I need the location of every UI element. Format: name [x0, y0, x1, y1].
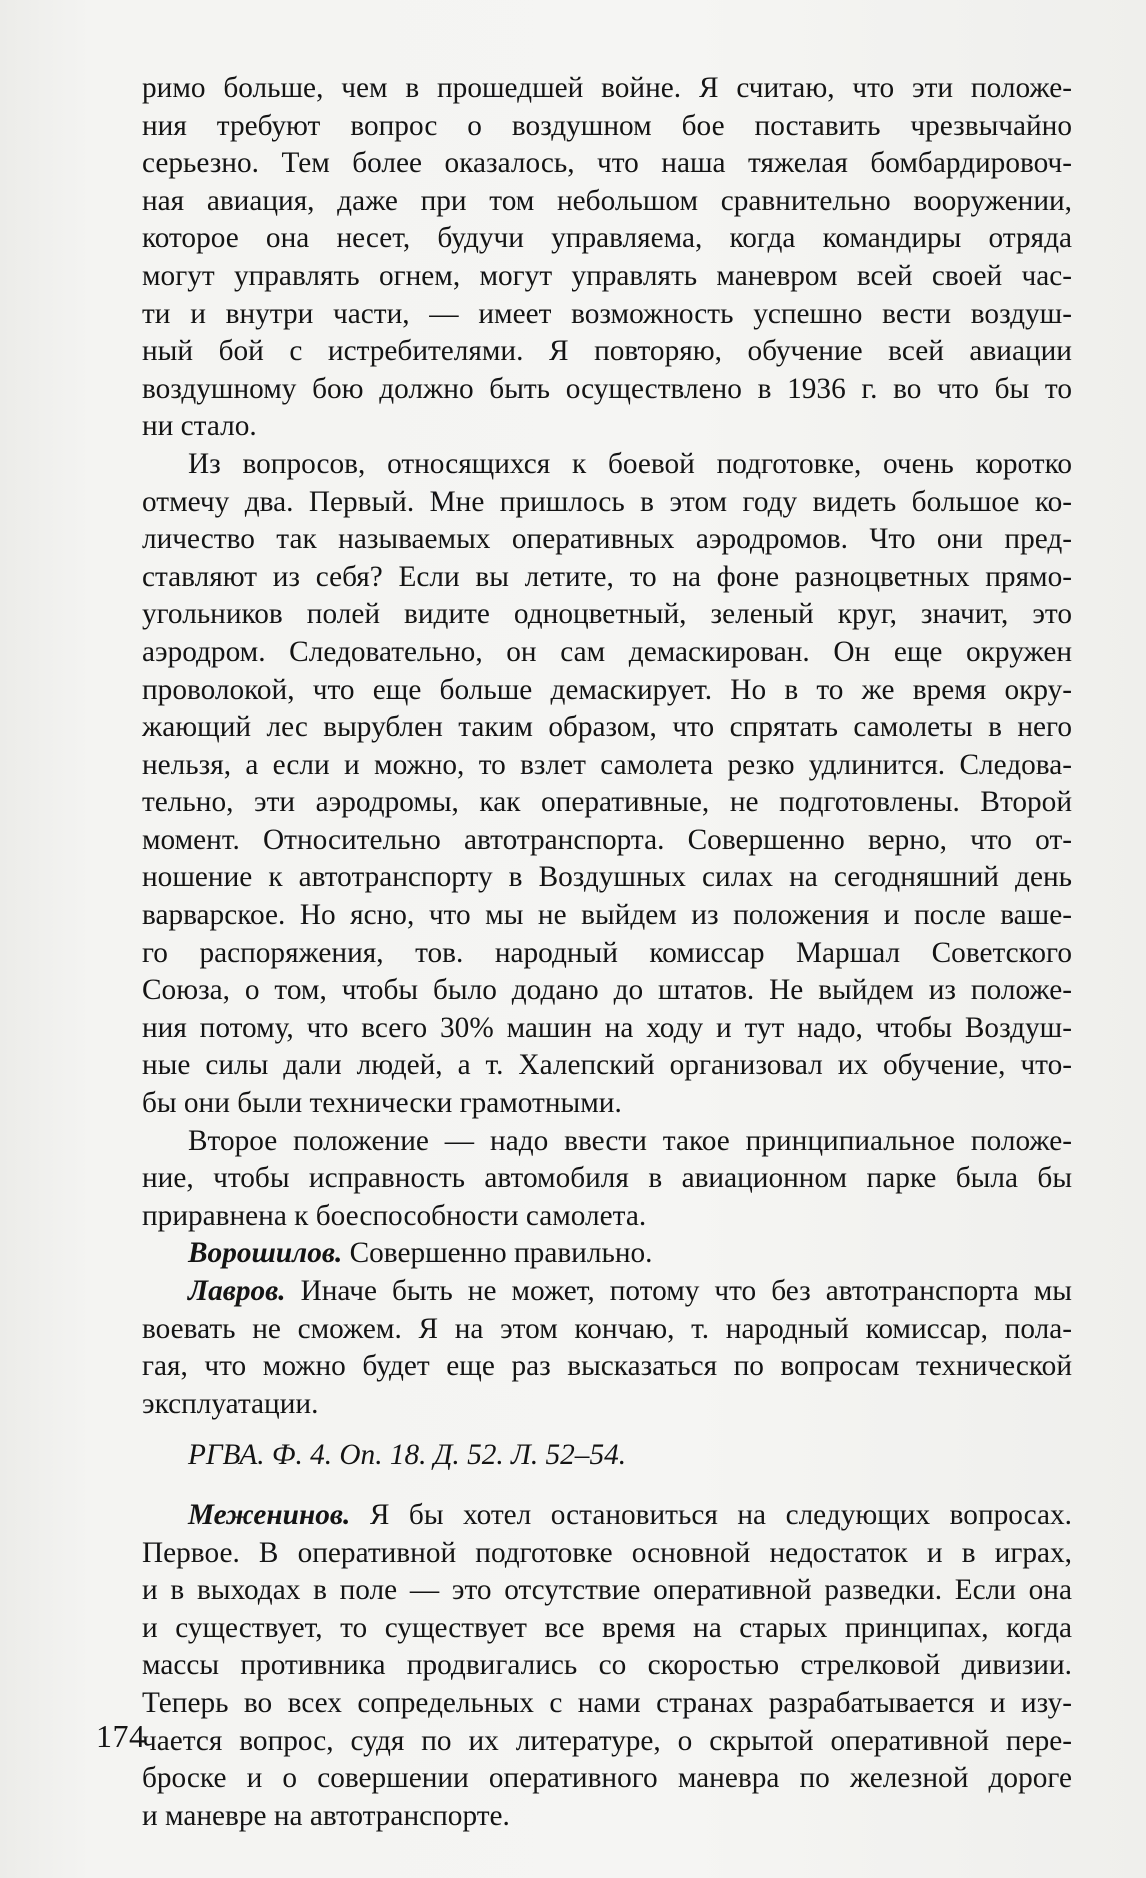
text-line: Союза, о том, чтобы было додано до штатов. Не выйдем из положе- [142, 974, 1072, 1007]
text-line: Второе положение — надо ввести такое принципиальное положе- [188, 1124, 1072, 1157]
text-line: воевать не сможем. Я на этом кончаю, т. народный комиссар, пола- [142, 1312, 1072, 1345]
text-line: которое она несет, будучи управляема, когда командиры отряда [142, 222, 1072, 255]
text-line: серьезно. Тем более оказалось, что наша тяжелая бомбардировоч- [142, 147, 1072, 180]
text-line: Теперь во всех сопредельных с нами странах разрабатывается и изу- [142, 1686, 1072, 1719]
spacer [96, 1475, 1072, 1497]
text-line: и в выходах в поле — это отсутствие оперативной разведки. Если она [142, 1574, 1072, 1607]
text-line: приравнена к боеспособности самолета. [142, 1199, 647, 1232]
text-line: нельзя, а если и можно, то взлет самолета резко удлинится. Следова- [142, 748, 1072, 781]
text-line: отмечу два. Первый. Мне пришлось в этом году видеть большое ко- [142, 485, 1072, 518]
citation-text: РГВА. Ф. 4. Оп. 18. Д. 52. Л. 52–54. [188, 1439, 627, 1472]
text-line: воздушному бою должно быть осуществлено в 1936 г. во что бы то [142, 372, 1072, 405]
text-line: могут управлять огнем, могут управлять маневром всей своей час- [142, 259, 1072, 292]
text-line: чается вопрос, судя по их литературе, о скрытой оперативной пере- [142, 1724, 1072, 1757]
speech-mezheninov [96, 1497, 1072, 1835]
text-line: момент. Относительно автотранспорта. Совершенно верно, что от- [142, 823, 1072, 856]
page-text [96, 70, 1072, 1835]
text-line: ния требуют вопрос о воздушном бое поставить чрезвычайно [142, 109, 1072, 142]
text-line: ния потому, что всего 30% машин на ходу и тут надо, чтобы Воздуш- [142, 1011, 1072, 1044]
text-line [96, 1273, 1072, 1311]
text-line: го распоряжения, тов. народный комиссар Маршал Советского [142, 936, 1072, 969]
reply-text: Иначе быть не может, потому что без автотранспорта мы [285, 1275, 1072, 1307]
text-line: римо больше, чем в прошедшей войне. Я считаю, что эти положе- [142, 72, 1072, 104]
text-line [96, 1497, 1072, 1535]
text-line: проволокой, что еще больше демаскирует. Но в то же время окру- [142, 673, 1072, 706]
text-line: ные силы дали людей, а т. Халепский организовал их обучение, что- [142, 1049, 1072, 1082]
text-line: эксплуатации. [142, 1387, 319, 1420]
text-line: ни стало. [142, 410, 257, 443]
text-line: личество так называемых оперативных аэродромов. Что они пред- [142, 523, 1072, 556]
paragraph-combat-training [96, 446, 1072, 1123]
reply-lavrov [96, 1273, 1072, 1423]
text-line: гая, что можно будет еще раз высказаться по вопросам технической [142, 1350, 1072, 1383]
speaker-name: Лавров. [188, 1275, 286, 1307]
text-line: жающий лес вырублен таким образом, что спрятать самолеты в него [142, 711, 1072, 744]
speaker-name: Ворошилов. [188, 1237, 343, 1270]
text-line: броске и о совершении оперативного маневра по железной дороге [142, 1762, 1072, 1795]
spacer [96, 1423, 1072, 1437]
text-line: ти и внутри части, — имеет возможность успешно вести воздуш- [142, 297, 1072, 330]
text-line: ставляют из себя? Если вы летите, то на фоне разноцветных прямо- [142, 560, 1072, 593]
text-line: ние, чтобы исправность автомобиля в авиационном парке была бы [142, 1162, 1072, 1195]
text-line: тельно, эти аэродромы, как оперативные, не подготовлены. Второй [142, 786, 1072, 819]
text-line: ный бой с истребителями. Я повторяю, обучение всей авиации [142, 335, 1072, 368]
speaker-name: Меженинов. [188, 1498, 351, 1531]
text-line: Из вопросов, относящихся к боевой подготовке, очень коротко [188, 447, 1072, 480]
reply-text: Совершенно правильно. [342, 1237, 653, 1270]
text-line: и существует, то существует все время на старых принципах, когда [142, 1611, 1072, 1644]
reply-voroshilov [96, 1235, 1072, 1273]
text-line: угольников полей видите одноцветный, зеленый круг, значит, это [142, 598, 1072, 631]
paragraph-second-position [96, 1123, 1072, 1236]
text-line: ношение к автотранспорту в Воздушных силах на сегодняшний день [142, 861, 1072, 894]
text-line: бы они были технически грамотными. [142, 1087, 622, 1120]
text-line: аэродром. Следовательно, он сам демаскирован. Он еще окружен [142, 635, 1072, 668]
text-line: варварское. Но ясно, что мы не выйдем из положения и после ваше- [142, 899, 1072, 932]
text-line: Первое. В оперативной подготовке основной недостаток и в играх, [142, 1536, 1072, 1569]
archive-citation [96, 1437, 1072, 1475]
text-line: массы противника продвигались со скоростью стрелковой дивизии. [142, 1649, 1072, 1682]
text-line [96, 1235, 1072, 1273]
page-number: 174 [96, 1718, 146, 1754]
paragraph-continuation [96, 70, 1072, 446]
text-line: и маневре на автотранспорте. [142, 1799, 510, 1832]
text-line: ная авиация, даже при том небольшом сравнительно вооружении, [142, 184, 1072, 217]
speech-text: Я бы хотел остановиться на следующих вопросах. [350, 1498, 1072, 1531]
